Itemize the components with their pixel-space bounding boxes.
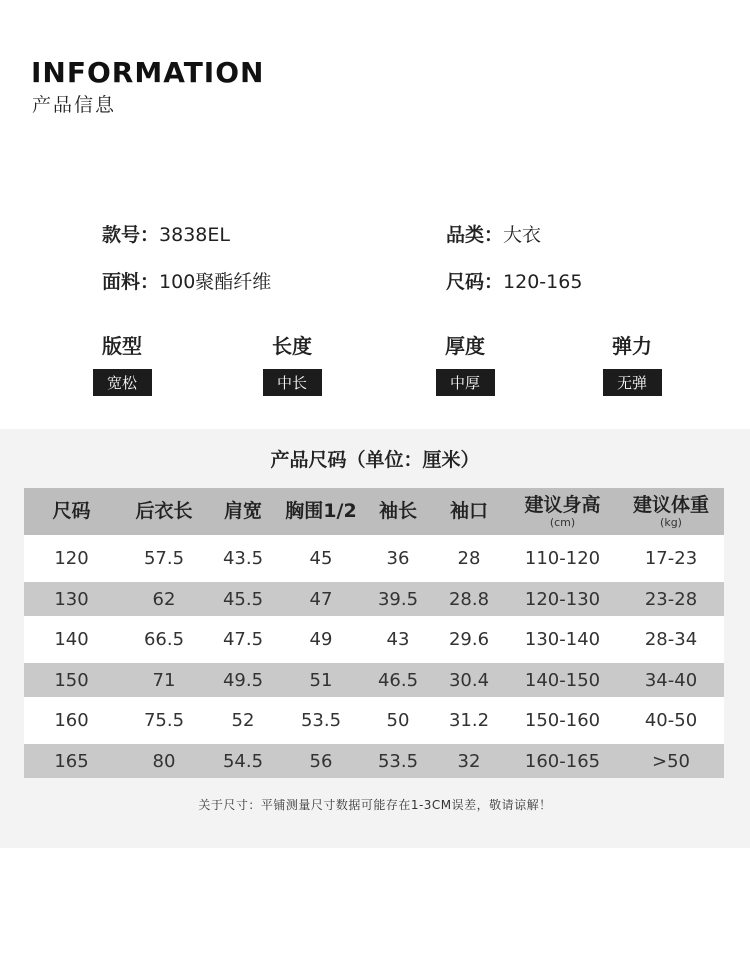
- table-cell: 28-34: [618, 616, 724, 663]
- table-cell: 47.5: [209, 616, 277, 663]
- spec-label: 尺码：: [446, 271, 504, 293]
- column-header: 袖长: [365, 488, 431, 535]
- column-header-unit: (cm): [549, 515, 576, 529]
- table-cell: 28: [431, 535, 507, 582]
- table-cell: 150: [24, 663, 119, 697]
- table-cell: 56: [277, 744, 365, 778]
- attribute-label: 厚度: [445, 334, 485, 358]
- attribute-elasticity: [572, 330, 692, 396]
- table-cell: 140: [24, 616, 119, 663]
- table-cell: 28.8: [431, 582, 507, 616]
- table-cell: 45: [277, 535, 365, 582]
- table-cell: 23-28: [618, 582, 724, 616]
- table-cell: 50: [365, 697, 431, 744]
- size-chart-title: 产品尺码（单位：厘米）: [270, 449, 480, 471]
- spec-category: [446, 220, 541, 247]
- table-cell: 49: [277, 616, 365, 663]
- table-row: [24, 535, 724, 582]
- column-header: 胸围1/2: [277, 488, 365, 535]
- column-header-label: 建议体重: [632, 493, 709, 516]
- table-cell: 62: [119, 582, 209, 616]
- table-cell: 39.5: [365, 582, 431, 616]
- size-chart-section: [0, 429, 750, 848]
- spec-style-number: [102, 220, 230, 247]
- size-note: 关于尺寸：平铺测量尺寸数据可能存在1-3CM误差，敬请谅解！: [198, 798, 552, 812]
- column-header: 后衣长: [119, 488, 209, 535]
- table-row: [24, 697, 724, 744]
- attribute-length: [232, 330, 352, 396]
- attribute-label: 版型: [102, 334, 142, 358]
- table-cell: 34-40: [618, 663, 724, 697]
- table-cell: 110-120: [507, 535, 618, 582]
- table-cell: >50: [618, 744, 724, 778]
- column-header-weight: [618, 488, 724, 535]
- spec-label: 款号：: [102, 224, 160, 246]
- table-cell: 160: [24, 697, 119, 744]
- spec-value: 100聚酯纤维: [159, 271, 272, 293]
- table-cell: 150-160: [507, 697, 618, 744]
- table-cell: 51: [277, 663, 365, 697]
- table-cell: 30.4: [431, 663, 507, 697]
- table-row: [24, 744, 724, 778]
- attribute-label: 弹力: [612, 334, 652, 358]
- spec-value: 120-165: [503, 271, 583, 293]
- table-cell: 130-140: [507, 616, 618, 663]
- column-header: 肩宽: [209, 488, 277, 535]
- table-cell: 80: [119, 744, 209, 778]
- spec-value: 大衣: [503, 224, 542, 246]
- table-cell: 54.5: [209, 744, 277, 778]
- column-header: 尺码: [24, 488, 119, 535]
- spec-label: 面料：: [102, 271, 160, 293]
- table-cell: 130: [24, 582, 119, 616]
- page-subtitle: 产品信息: [32, 94, 117, 116]
- table-cell: 165: [24, 744, 119, 778]
- table-row: [24, 582, 724, 616]
- table-cell: 52: [209, 697, 277, 744]
- attribute-fit: [62, 330, 182, 396]
- table-cell: 43: [365, 616, 431, 663]
- table-cell: 40-50: [618, 697, 724, 744]
- table-cell: 66.5: [119, 616, 209, 663]
- spec-size-range: [446, 267, 582, 294]
- spec-value: 3838EL: [159, 224, 230, 246]
- table-cell: 120-130: [507, 582, 618, 616]
- table-row: [24, 616, 724, 663]
- table-cell: 53.5: [277, 697, 365, 744]
- table-cell: 53.5: [365, 744, 431, 778]
- size-table: [24, 488, 724, 778]
- table-cell: 160-165: [507, 744, 618, 778]
- attribute-value-tag: 无弹: [603, 369, 662, 396]
- page-title: INFORMATION: [31, 56, 265, 89]
- table-cell: 17-23: [618, 535, 724, 582]
- table-cell: 45.5: [209, 582, 277, 616]
- table-cell: 57.5: [119, 535, 209, 582]
- table-cell: 140-150: [507, 663, 618, 697]
- table-cell: 49.5: [209, 663, 277, 697]
- attribute-value-tag: 宽松: [93, 369, 152, 396]
- table-cell: 46.5: [365, 663, 431, 697]
- column-header-unit: (kg): [660, 515, 682, 529]
- table-header-row: [24, 488, 724, 535]
- table-cell: 47: [277, 582, 365, 616]
- table-cell: 75.5: [119, 697, 209, 744]
- table-cell: 32: [431, 744, 507, 778]
- table-cell: 43.5: [209, 535, 277, 582]
- column-header-label: 建议身高: [524, 493, 601, 516]
- table-cell: 120: [24, 535, 119, 582]
- table-cell: 29.6: [431, 616, 507, 663]
- table-row: [24, 663, 724, 697]
- attribute-value-tag: 中厚: [436, 369, 495, 396]
- table-cell: 31.2: [431, 697, 507, 744]
- table-cell: 36: [365, 535, 431, 582]
- attribute-thickness: [405, 330, 525, 396]
- column-header-height: [507, 488, 618, 535]
- spec-fabric: [102, 267, 271, 294]
- table-cell: 71: [119, 663, 209, 697]
- attribute-value-tag: 中长: [263, 369, 322, 396]
- column-header: 袖口: [431, 488, 507, 535]
- spec-label: 品类：: [446, 224, 504, 246]
- attribute-label: 长度: [272, 334, 312, 358]
